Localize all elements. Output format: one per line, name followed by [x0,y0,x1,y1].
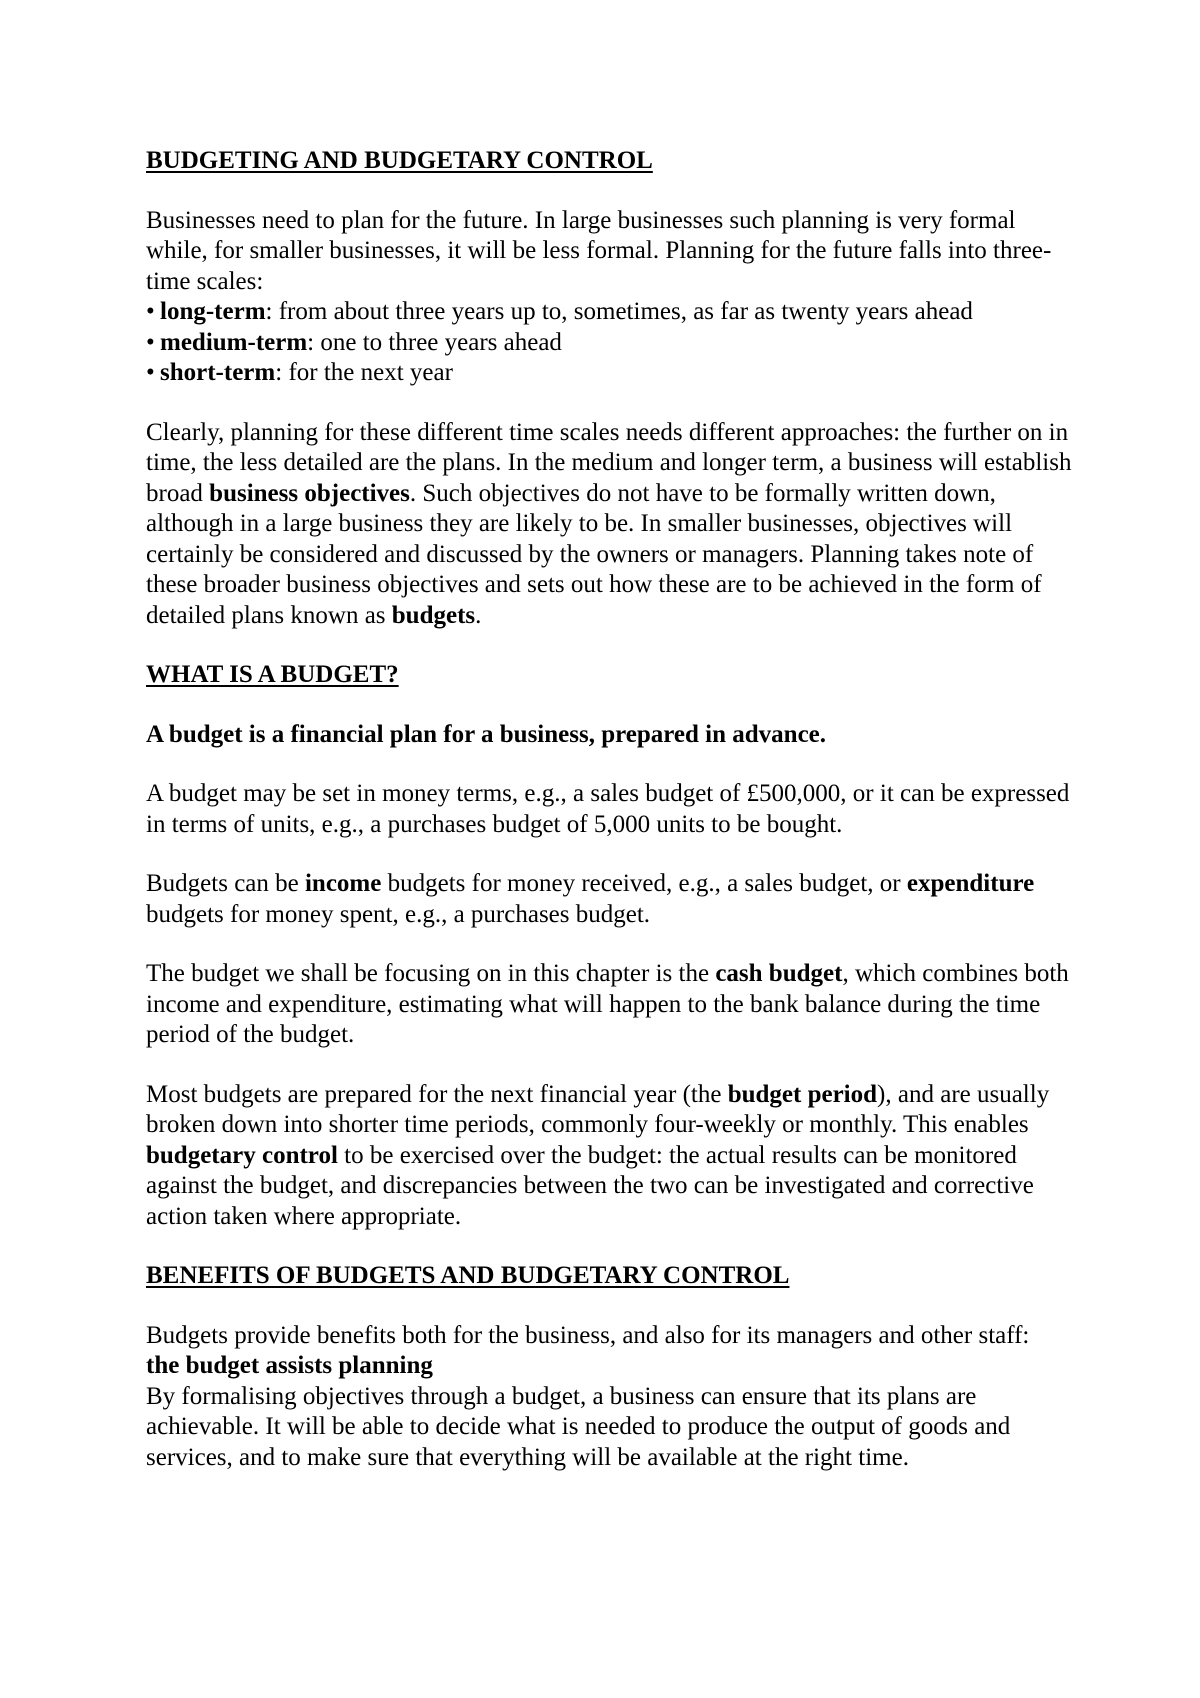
definition-text: A budget is a financial plan for a business, prepared in advance. [146,720,827,748]
section-heading-what-is-budget: WHAT IS A BUDGET? [146,661,399,688]
cash-budget-paragraph [146,959,1076,1051]
bold-term: business objectives [209,479,410,507]
text-run: . [475,601,482,629]
income-expenditure-paragraph [146,869,1076,930]
bold-term: cash budget [715,960,843,987]
list-item-medium-term [146,328,1076,359]
time-scales-list [146,297,1076,389]
document-title: BUDGETING AND BUDGETARY CONTROL [146,147,653,174]
section-heading-benefits: BENEFITS OF BUDGETS AND BUDGETARY CONTROL [146,1262,790,1289]
text-run: budgets for money spent, e.g., a purchases budget. [146,900,651,928]
text-run: , which combines both income and expenditure, estimating what will happen to the bank balance during the time period of the budget. [146,960,1069,1048]
list-item-long-term [146,297,1076,328]
term-label: short-term [160,359,276,386]
subheading-text: the budget assists planning [146,1352,433,1379]
term-description: one to three years ahead [314,328,562,356]
bullet-icon: • [146,298,155,325]
text-run: Budgets can be [146,870,305,897]
term-separator: : [275,359,283,386]
text-run: Clearly, planning for these different time scales needs different approaches: the further on in time, the less detailed are the plans. In the medium and longer term, a business will establish broad [146,418,1072,507]
text-run: ), and are usually broken down into shorter time periods, commonly four-weekly or monthly. This enables [146,1080,1050,1138]
money-terms-paragraph: A budget may be set in money terms, e.g., a sales budget of £500,000, or it can be expressed in terms of units, e.g., a purchases budget of 5,000 units to be bought. [146,780,1070,838]
text-run: . Such objectives do not have to be formally written down, although in a large business they are likely to be. In smaller businesses, objectives will certainly be considered and discussed by the owners or managers. Planning takes note of these broader business objectives and sets out how these are to be achieved in the form of detailed plans known as [146,479,1042,629]
text-run: to be exercised over the budget: the actual results can be monitored against the budget, and discrepancies between the two can be investigated and corrective action taken where appropriate. [146,1141,1034,1230]
definition-statement [146,720,1076,751]
bold-term: expenditure [906,870,1035,897]
bold-term: budget period [727,1080,878,1108]
budget-period-paragraph [146,1080,1076,1233]
text-run: Most budgets are prepared for the next financial year (the [146,1080,728,1108]
intro-paragraph: Businesses need to plan for the future. In large businesses such planning is very formal while, for smaller businesses, it will be less formal. Planning for the future falls into three-time scales: [146,206,1052,295]
planning-paragraph [146,418,1076,632]
term-separator: : [307,328,315,356]
term-description: for the next year [282,359,453,386]
text-run: The budget we shall be focusing on in this chapter is the [146,960,716,987]
text-run: budgets for money received, e.g., a sales budget, or [381,870,907,897]
list-item-short-term [146,358,1076,389]
term-label: long-term [160,298,266,325]
bold-term: budgets [391,601,476,629]
benefits-paragraph: Budgets provide benefits both for the business, and also for its managers and other staff: [146,1321,1030,1349]
assists-planning-paragraph: By formalising objectives through a budget, a business can ensure that its plans are achievable. It will be able to decide what is needed to produce the output of goods and services, and to make sure that everything will be available at the right time. [146,1382,1011,1471]
term-description: from about three years up to, sometimes, as far as twenty years ahead [272,298,973,325]
term-label: medium-term [160,328,308,356]
subheading-assists-planning [146,1351,1076,1382]
bullet-icon: • [146,328,155,356]
bold-term: budgetary control [146,1141,338,1169]
document-body [146,146,1076,1473]
term-separator: : [265,298,273,325]
bullet-icon: • [146,359,155,386]
bold-term: income [304,870,382,897]
